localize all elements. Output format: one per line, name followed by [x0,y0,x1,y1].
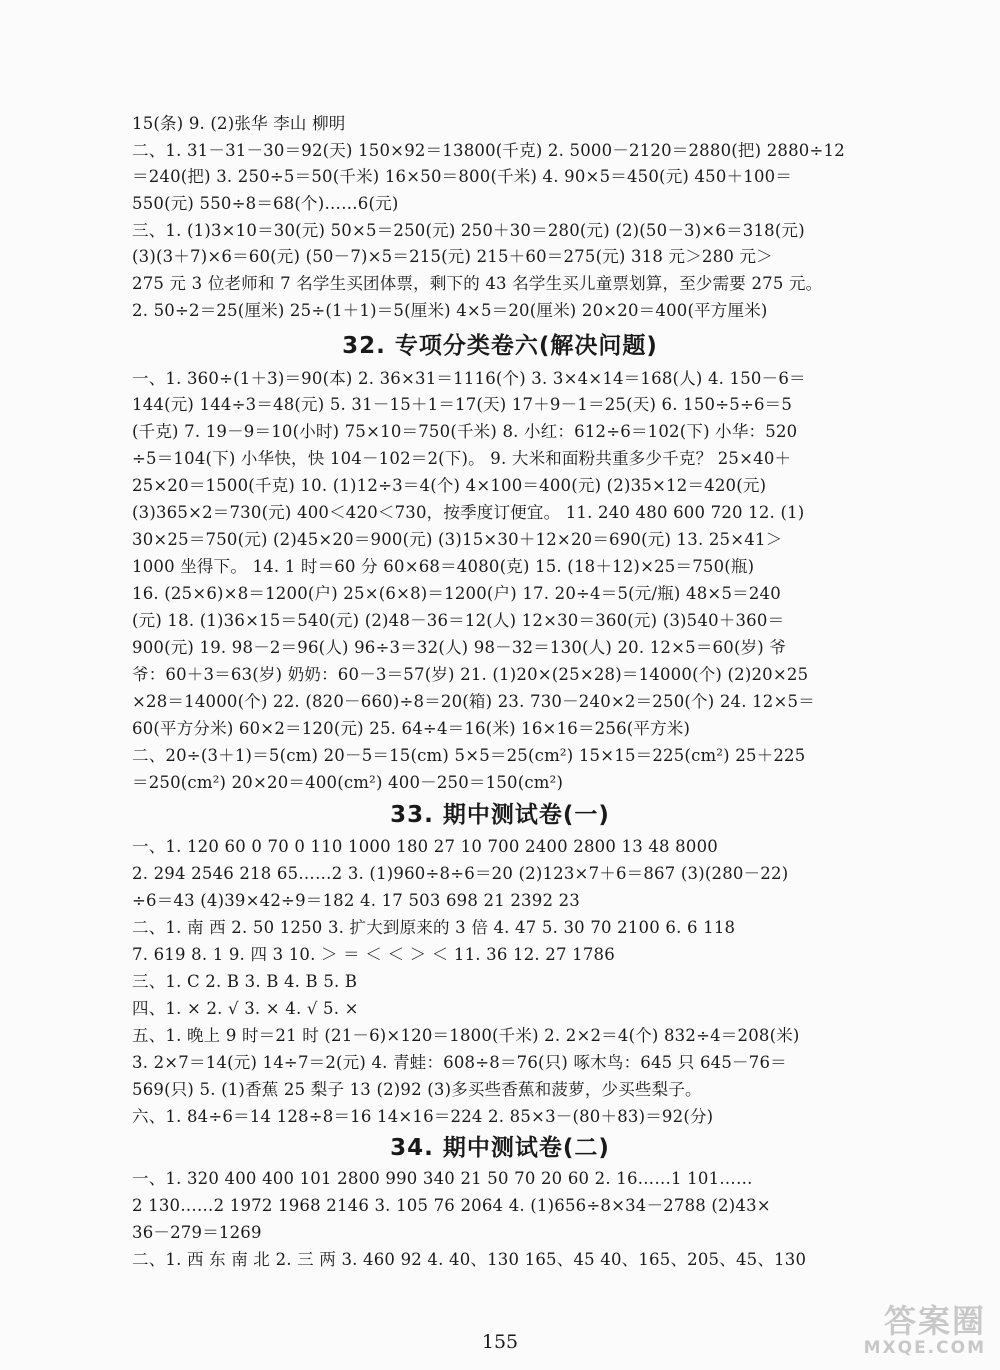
text-line: 144(元) 144÷3＝48(元) 5. 31－15＋1＝17(天) 17＋9－1＝25(天) 6. 150÷5÷6＝5 [132,395,793,414]
watermark-logo [836,1304,986,1364]
text-line: 一、1. 360÷(1＋3)＝90(本) 2. 36×31＝1116(个) 3. 3×4×14＝168(人) 4. 150－6＝ [132,369,806,388]
text-line: 30×25＝750(元) (2)45×20＝900(元) (3)15×30＋12×20＝690(元) 13. 25×41＞ [132,530,783,549]
text-line: ×28＝14000(个) 22. (820－660)÷8＝20(箱) 23. 730－240×2＝250(个) 24. 12×5＝ [132,692,815,711]
text-line: 一、1. 320 400 400 101 2800 990 340 21 50 70 20 60 2. 16……1 101…… [132,1169,753,1188]
page-number: 155 [481,1331,519,1353]
text-line: 四、1. × 2. √ 3. × 4. √ 5. × [132,999,359,1018]
text-line: 25×20＝1500(千克) 10. (1)12÷3＝4(个) 4×100＝400(元) (2)35×12＝420(元) [132,476,767,495]
text-line: (千克) 7. 19－9＝10(小时) 75×10＝750(千米) 8. 小红：612÷6＝102(下) 小华：520 [132,422,798,441]
text-line: 二、1. 31－31－30＝92(天) 150×92＝13800(千克) 2. 5000－2120＝2880(把) 2880÷12 [132,141,845,160]
text-line: 60(平方分米) 60×2＝120(元) 25. 64÷4＝16(米) 16×16＝256(平方米) [132,719,691,738]
text-line: 900(元) 19. 98－2＝96(人) 96÷3＝32(人) 98－32＝130(人) 20. 12×5＝60(岁) 爷 [132,638,787,657]
text-line: 7. 619 8. 1 9. 四 3 10. ＞ ＝ ＜ ＜ ＞ ＜ 11. 36 12. 27 1786 [132,945,615,964]
text-line: 2. 294 2546 218 65……2 3. (1)960÷8÷6＝20 (2)123×7＋6＝867 (3)(280－22) [132,864,789,883]
text-line: 550(元) 550÷8＝68(个)……6(元) [132,194,399,213]
text-line: 15(条) 9. (2)张华 李山 柳明 [132,114,346,133]
text-line: 16. (25×6)×8＝1200(户) 25×(6×8)＝1200(户) 17. 20÷4＝5(元/瓶) 48×5＝240 [132,584,781,603]
text-line: 三、1. C 2. B 3. B 4. B 5. B [132,972,358,991]
text-line: ＝240(把) 3. 250÷5＝50(千米) 16×50＝800(千米) 4. 90×5＝450(元) 450＋100＝ [132,167,793,186]
text-line: (3)(3＋7)×6＝60(元) (50－7)×5＝215(元) 215＋60＝275(元) 318 元＞280 元＞ [132,247,773,266]
text-line: 2 130……2 1972 1968 2146 3. 105 76 2064 4. (1)656÷8×34－2788 (2)43× [132,1196,771,1215]
watermark-text: 答案圈 [883,1302,986,1340]
text-line: 1000 坐得下。 14. 1 时＝60 分 60×68＝4080(克) 15. (18＋12)×25＝750(瓶) [132,557,755,576]
text-line: 爷：60＋3＝63(岁) 奶奶：60－3＝57(岁) 21. (1)20×(25×28)＝14000(个) (2)20×25 [132,665,809,684]
text-line: 2. 50÷2＝25(厘米) 25÷(1＋1)＝5(厘米) 4×5＝20(厘米) 20×20＝400(平方厘米) [132,301,768,320]
text-line: (元) 18. (1)36×15＝540(元) (2)48－36＝12(人) 12×30＝360(元) (3)540＋360＝ [132,611,785,630]
text-line: 569(只) 5. (1)香蕉 25 梨子 13 (2)92 (3)多买些香蕉和菠萝，少买些梨子。 [132,1080,702,1099]
text-line: (3)365×2＝730(元) 400＜420＜730，按季度订便宜。 11. 240 480 600 720 12. (1) [132,503,805,522]
text-line: ÷6＝43 (4)39×42÷9＝182 4. 17 503 698 21 2392 23 [132,891,580,910]
text-line: 36－279＝1269 [132,1223,262,1242]
text-line: ＝250(cm²) 20×20＝400(cm²) 400－250＝150(cm²) [132,773,564,792]
text-line: 一、1. 120 60 0 70 0 110 1000 180 27 10 700 2400 2800 13 48 8000 [132,837,718,856]
text-line: 五、1. 晚上 9 时＝21 时 (21－6)×120＝1800(千米) 2. 2×2＝4(个) 832÷4＝208(米) [132,1026,800,1045]
text-line: 二、1. 西 东 南 北 2. 三 两 3. 460 92 4. 40、130 165、45 40、165、205、45、130 [132,1250,807,1269]
text-line: 二、1. 南 西 2. 50 1250 3. 扩大到原来的 3 倍 4. 47 5. 30 70 2100 6. 6 118 [132,918,736,937]
section-heading-33: 33. 期中测试卷(一) [390,802,610,828]
text-line: 三、1. (1)3×10＝30(元) 50×5＝250(元) 250＋30＝280(元) (2)(50－3)×6＝318(元) [132,221,805,240]
text-line: 二、20÷(3＋1)＝5(cm) 20－5＝15(cm) 5×5＝25(cm²) 15×15＝225(cm²) 25＋225 [132,746,806,765]
text-line: 3. 2×7＝14(元) 14÷7＝2(元) 4. 青蛙：608÷8＝76(只) 啄木鸟：645 只 645－76＝ [132,1053,787,1072]
text-line: 275 元 3 位老师和 7 名学生买团体票，剩下的 43 名学生买儿童票划算，至少需要 275 元。 [132,274,823,293]
section-heading-32: 32. 专项分类卷六(解决问题) [342,333,658,359]
watermark-url: MXQE.COM [863,1338,986,1358]
section-heading-34: 34. 期中测试卷(二) [390,1135,610,1161]
text-line: ÷5＝104(下) 小华快，快 104－102＝2(下)。 9. 大米和面粉共重多少千克？ 25×40＋ [132,449,792,468]
text-line: 六、1. 84÷6＝14 128÷8＝16 14×16＝224 2. 85×3－(80＋83)＝92(分) [132,1107,714,1126]
